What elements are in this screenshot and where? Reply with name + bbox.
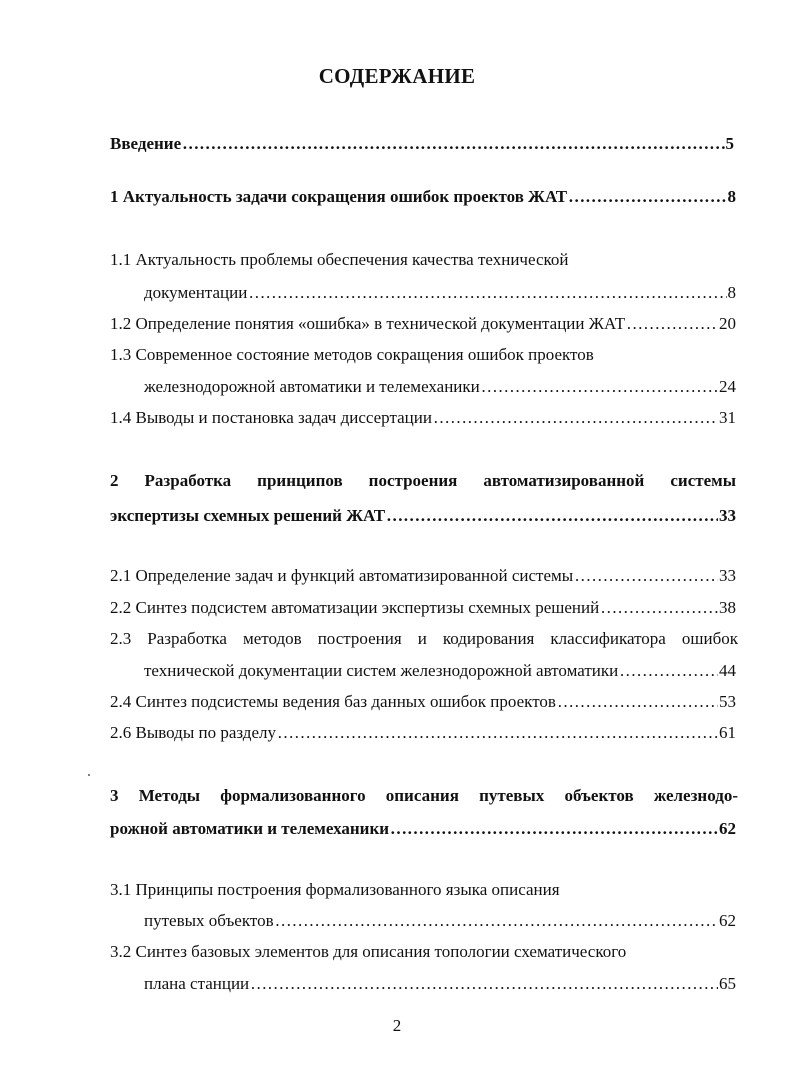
toc-entry-1-1-line2[interactable] bbox=[144, 282, 736, 304]
leader-dots bbox=[481, 376, 718, 398]
leader-dots bbox=[619, 660, 718, 682]
toc-entry-page: 62 bbox=[719, 911, 736, 930]
toc-entry-text: 2.4 Синтез подсистемы ведения баз данных ошибок проектов bbox=[110, 692, 556, 711]
toc-entry-text: рожной автоматики и телемеханики bbox=[110, 819, 390, 838]
toc-entry-intro[interactable] bbox=[110, 133, 734, 155]
toc-entry-text: технической документации систем железнодорожной автоматики bbox=[144, 661, 619, 680]
leader-dots bbox=[574, 565, 718, 587]
toc-entry-page: 5 bbox=[725, 134, 734, 153]
leader-dots bbox=[277, 722, 718, 744]
leader-dots bbox=[248, 282, 726, 304]
toc-entry-text: 1 Актуальность задачи сокращения ошибок проектов ЖАТ bbox=[110, 187, 568, 206]
toc-entry-1-3-line2[interactable] bbox=[144, 376, 736, 398]
page-number: 2 bbox=[392, 1016, 402, 1035]
toc-entry-1-3-line1[interactable]: 1.3 Современное состояние методов сокращения ошибок проектов bbox=[110, 345, 594, 364]
toc-entry-section-2-line2[interactable] bbox=[110, 505, 736, 527]
toc-entry-3-2-line1[interactable]: 3.2 Синтез базовых элементов для описания топологии схематического bbox=[110, 942, 627, 961]
toc-entry-page: 24 bbox=[719, 377, 736, 396]
toc-entry-section-3-line1[interactable]: 3 Методы формализованного описания путевых объектов железнодо- bbox=[110, 786, 738, 805]
toc-entry-2-2[interactable] bbox=[110, 597, 736, 619]
leader-dots bbox=[600, 597, 718, 619]
leader-dots bbox=[626, 313, 718, 335]
toc-entry-1-1-line1[interactable]: 1.1 Актуальность проблемы обеспечения качества технической bbox=[110, 250, 569, 269]
toc-entry-section-1[interactable] bbox=[110, 186, 736, 208]
leader-dots bbox=[386, 505, 718, 527]
toc-entry-text: железнодорожной автоматики и телемеханики bbox=[144, 377, 480, 396]
toc-entry-text: 1.2 Определение понятия «ошибка» в технической документации ЖАТ bbox=[110, 314, 626, 333]
page-title: СОДЕРЖАНИЕ bbox=[318, 64, 476, 88]
toc-entry-section-3-line2[interactable] bbox=[110, 818, 736, 840]
toc-entry-text: экспертизы схемных решений ЖАТ bbox=[110, 506, 386, 525]
toc-entry-2-4[interactable] bbox=[110, 691, 736, 713]
toc-entry-page: 31 bbox=[719, 408, 736, 427]
toc-entry-2-6[interactable] bbox=[110, 722, 736, 744]
toc-entry-page: 53 bbox=[719, 692, 736, 711]
leader-dots bbox=[275, 910, 718, 932]
toc-entry-text: путевых объектов bbox=[144, 911, 274, 930]
toc-entry-3-1-line2[interactable] bbox=[144, 910, 736, 932]
toc-entry-2-1[interactable] bbox=[110, 565, 736, 587]
toc-entry-page: 62 bbox=[719, 819, 736, 838]
leader-dots bbox=[390, 818, 718, 840]
toc-entry-page: 33 bbox=[719, 506, 736, 525]
toc-entry-page: 8 bbox=[727, 283, 736, 302]
toc-entry-page: 44 bbox=[719, 661, 736, 680]
toc-entry-3-1-line1[interactable]: 3.1 Принципы построения формализованного языка описания bbox=[110, 880, 560, 899]
toc-entry-section-2-line1[interactable]: 2 Разработка принципов построения автоматизированной системы bbox=[110, 471, 736, 490]
toc-entry-page: 61 bbox=[719, 723, 736, 742]
toc-entry-page: 33 bbox=[719, 566, 736, 585]
toc-entry-text: документации bbox=[144, 283, 248, 302]
toc-entry-1-2[interactable] bbox=[110, 313, 736, 335]
toc-entry-text: 2.2 Синтез подсистем автоматизации экспертизы схемных решений bbox=[110, 598, 600, 617]
leader-dots bbox=[182, 133, 724, 155]
leader-dots bbox=[250, 973, 718, 995]
toc-entry-text: 2.6 Выводы по разделу bbox=[110, 723, 276, 742]
toc-entry-text: 1.4 Выводы и постановка задач диссертации bbox=[110, 408, 432, 427]
toc-entry-3-2-line2[interactable] bbox=[144, 973, 736, 995]
scan-speck bbox=[88, 774, 90, 776]
toc-entry-text: плана станции bbox=[144, 974, 250, 993]
toc-entry-text: Введение bbox=[110, 134, 182, 153]
toc-entry-page: 65 bbox=[719, 974, 736, 993]
toc-entry-text: 2.1 Определение задач и функций автоматизированной системы bbox=[110, 566, 574, 585]
leader-dots bbox=[568, 186, 726, 208]
toc-entry-2-3-line1[interactable]: 2.3 Разработка методов построения и кодирования классификатора ошибок bbox=[110, 629, 738, 648]
leader-dots bbox=[433, 407, 718, 429]
toc-entry-2-3-line2[interactable] bbox=[144, 660, 736, 682]
toc-entry-page: 20 bbox=[719, 314, 736, 333]
toc-entry-page: 38 bbox=[719, 598, 736, 617]
toc-entry-page: 8 bbox=[727, 187, 736, 206]
toc-entry-1-4[interactable] bbox=[110, 407, 736, 429]
leader-dots bbox=[557, 691, 718, 713]
